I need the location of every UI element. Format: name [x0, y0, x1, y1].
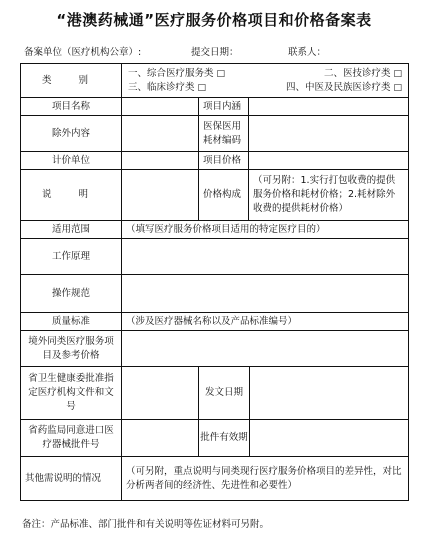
- checkbox-icon: □: [216, 68, 226, 79]
- price-field[interactable]: [249, 152, 409, 170]
- price-structure-label: 价格构成: [199, 170, 249, 221]
- category-row: [21, 64, 409, 98]
- principle-field[interactable]: [122, 239, 409, 275]
- project-name-field[interactable]: [122, 98, 199, 116]
- category-options: [122, 64, 409, 98]
- approval-doc-label: 省卫生健康委批准指定医疗机构文件和文号: [21, 367, 122, 420]
- scope-note: （填写医疗服务价格项目适用的特定医疗目的）: [122, 221, 409, 239]
- other-note: （可另附，重点说明与同类现行医疗服务价格项目的差异性，对比分析两者间的经济性、先进性和必要性）: [122, 457, 409, 501]
- excluded-field[interactable]: [122, 116, 199, 152]
- submit-date-label: 提交日期：: [191, 47, 239, 58]
- page-title: “港澳药械通”医疗服务价格项目和价格备案表: [56, 11, 372, 29]
- scope-label: 适用范围: [21, 221, 122, 239]
- consumable-code-field[interactable]: [249, 116, 409, 152]
- consumable-code-label: 医保医用耗材编码: [199, 116, 249, 152]
- price-label: 项目价格: [199, 152, 249, 170]
- footer-note: 备注：产品标准、部门批件和有关说明等佐证材料可另附。: [22, 519, 270, 530]
- other-label: 其他需说明的情况: [21, 457, 122, 501]
- unit-label: 计价单位: [21, 152, 122, 170]
- procedure-field[interactable]: [122, 275, 409, 313]
- category-label: 类 别: [21, 64, 122, 98]
- device-batch-label: 省药监局同意进口医疗器械批件号: [21, 420, 122, 457]
- principle-label: 工作原理: [21, 239, 122, 275]
- overseas-field[interactable]: [122, 331, 409, 367]
- checkbox-icon: □: [393, 68, 403, 79]
- excluded-label: 除外内容: [21, 116, 122, 152]
- checkbox-icon: □: [393, 82, 403, 93]
- issue-date-label: 发文日期: [199, 367, 250, 419]
- category-option-3[interactable]: 三、临床诊疗类 □: [128, 81, 207, 93]
- approval-doc-field[interactable]: [122, 367, 199, 420]
- description-label: 说 明: [21, 170, 122, 221]
- overseas-label: 境外同类医疗服务项目及参考价格: [21, 331, 122, 367]
- category-option-4[interactable]: 四、中医及民族医诊疗类 □: [285, 81, 403, 93]
- filing-unit-label: 备案单位（医疗机构公章）:: [24, 47, 142, 58]
- price-structure-note: （可另附：1.实行打包收费的提供服务价格和耗材价格；2.耗材除外收费的提供耗材价格）: [249, 170, 409, 221]
- procedure-label: 操作规范: [21, 275, 122, 313]
- device-batch-field[interactable]: [122, 420, 199, 457]
- description-field[interactable]: [122, 170, 199, 221]
- project-content-field[interactable]: [249, 98, 409, 116]
- project-name-label: 项目名称: [21, 98, 122, 116]
- contact-label: 联系人：: [288, 47, 327, 58]
- validity-field[interactable]: [250, 420, 408, 456]
- quality-note: （涉及医疗器械名称以及产品标准编号）: [122, 313, 409, 331]
- quality-label: 质量标准: [21, 313, 122, 331]
- issue-date-field[interactable]: [250, 367, 408, 419]
- validity-label: 批件有效期: [199, 420, 250, 456]
- filing-form-table: [20, 63, 409, 501]
- unit-field[interactable]: [122, 152, 199, 170]
- category-option-1[interactable]: 一、综合医疗服务类 □: [128, 67, 226, 79]
- checkbox-icon: □: [197, 82, 207, 93]
- category-option-2[interactable]: 二、医技诊疗类 □: [323, 67, 403, 79]
- project-content-label: 项目内涵: [199, 98, 249, 116]
